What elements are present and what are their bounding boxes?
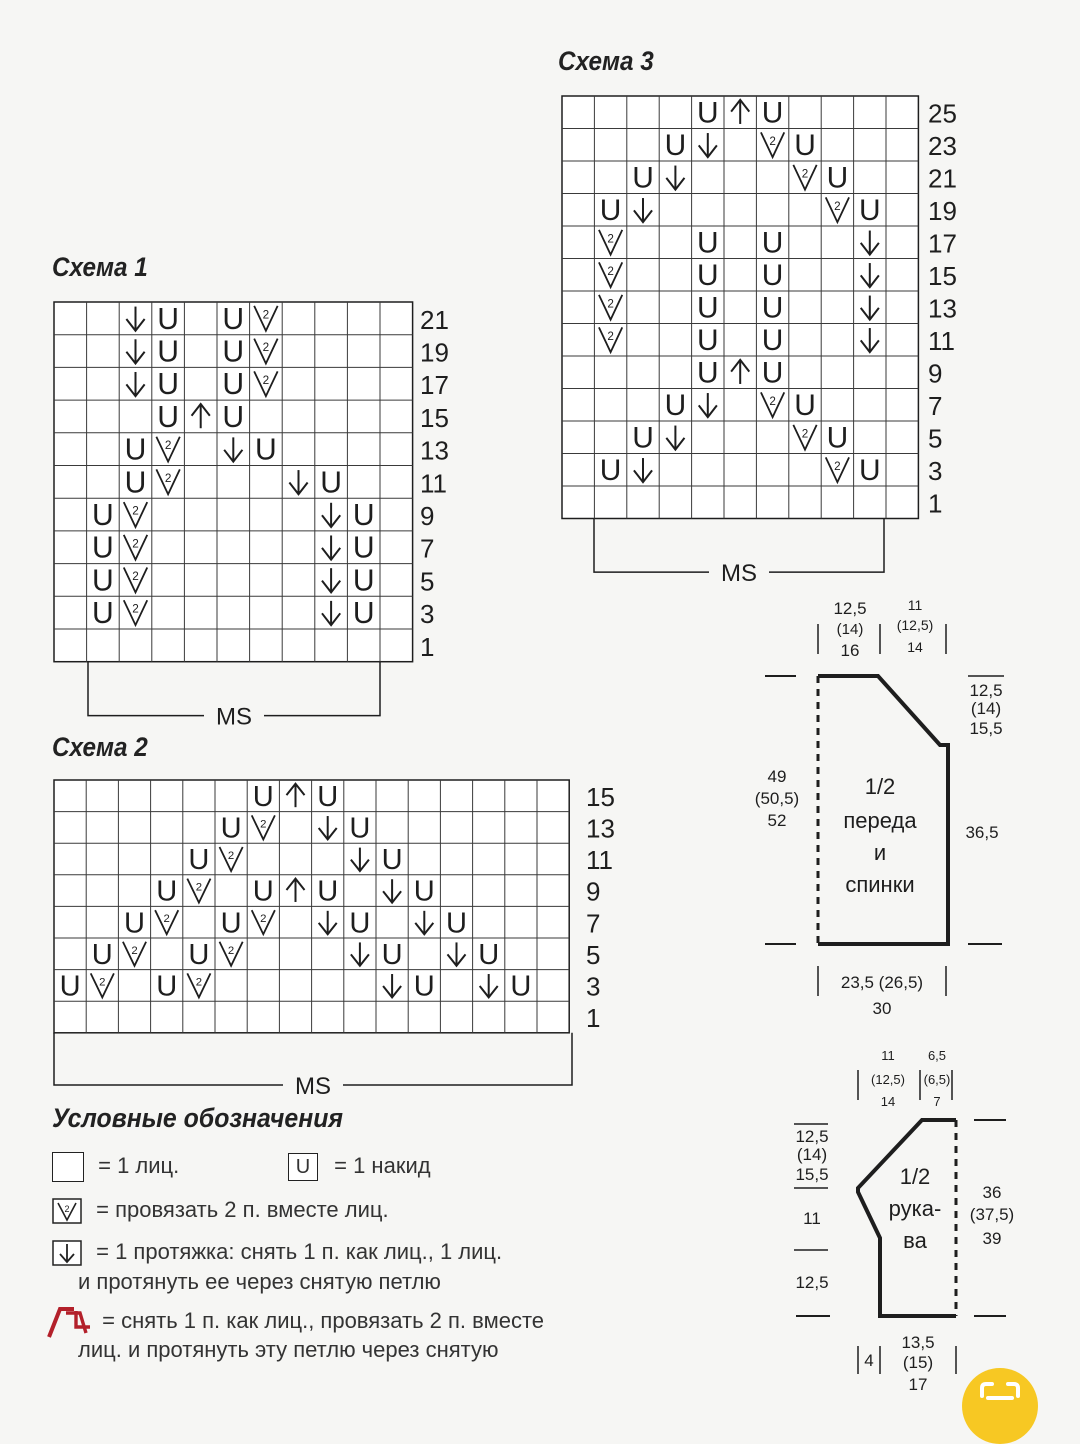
scheme1-cell-yo: U xyxy=(352,597,375,631)
scheme3-cell-yo: U xyxy=(761,356,784,390)
scheme2-cell-yo: U xyxy=(381,938,403,971)
scheme3-row-label: 3 xyxy=(928,456,943,487)
scheme1-row-label: 9 xyxy=(420,501,435,532)
scheme2-ms-label: MS xyxy=(295,1072,331,1100)
scheme3-cell-yo: U xyxy=(761,226,784,260)
sleeve-left-c: 15,5 xyxy=(795,1165,829,1184)
scheme1-cell-yo: U xyxy=(92,564,114,598)
sleeve-bottom-b: 13,5 xyxy=(901,1333,935,1352)
scheme3-cell-yo: U xyxy=(761,96,784,130)
scheme1-cell-yo: U xyxy=(124,466,147,500)
scheme3-row-label: 11 xyxy=(928,326,955,357)
sleeve-schematic xyxy=(794,1048,1014,1394)
sleeve-top-w1a: 11 xyxy=(881,1048,895,1063)
scheme1-row-label: 3 xyxy=(420,599,435,630)
scheme3-row-label: 25 xyxy=(928,98,957,129)
svg-text:2: 2 xyxy=(262,341,270,355)
body-label-1: 1/2 xyxy=(864,774,896,799)
sleeve-left-a: 12,5 xyxy=(795,1127,829,1146)
body-height-right: 36,5 xyxy=(965,823,999,842)
scheme2-cell-yo: U xyxy=(91,938,113,971)
scheme3-cell-yo: U xyxy=(826,161,849,195)
body-top-w2b: (12,5) xyxy=(896,617,934,633)
scheme3-cell-yo: U xyxy=(599,194,622,228)
scheme3-cell-yo: U xyxy=(826,421,849,455)
sleeve-top-w2b: (6,5) xyxy=(923,1072,951,1087)
body-top-w2c: 14 xyxy=(907,639,923,655)
svg-text:2: 2 xyxy=(227,944,235,957)
scheme1-cell-yo: U xyxy=(222,400,245,434)
svg-text:2: 2 xyxy=(64,1204,70,1215)
scheme1-cell-yo: U xyxy=(222,335,245,369)
scheme2-cell-yo: U xyxy=(317,780,339,813)
sleeve-top-w1c: 14 xyxy=(880,1094,896,1109)
svg-text:2: 2 xyxy=(834,459,841,473)
scheme3-row-label: 7 xyxy=(928,391,943,422)
scheme2-row-label: 7 xyxy=(586,908,601,939)
scan-button[interactable] xyxy=(962,1368,1038,1444)
sleeve-height-b: (37,5) xyxy=(969,1205,1015,1224)
svg-text:2: 2 xyxy=(195,881,203,894)
scheme2-cell-yo: U xyxy=(349,907,371,940)
svg-text:2: 2 xyxy=(607,264,614,278)
scheme2-row-label: 5 xyxy=(586,939,601,970)
scheme1-row-label: 11 xyxy=(420,468,447,499)
scheme3-cell-yo: U xyxy=(794,129,816,163)
scheme1-row-label: 19 xyxy=(420,337,449,368)
scheme3-cell-yo: U xyxy=(794,389,816,423)
scheme1-row-label: 17 xyxy=(420,370,449,401)
legend-knit-text: = 1 лиц. xyxy=(98,1153,180,1178)
sleeve-top-w2c: 7 xyxy=(933,1094,941,1109)
scheme3-row-label: 15 xyxy=(928,261,957,292)
body-label-2: переда xyxy=(843,808,917,833)
scheme1-row-label: 13 xyxy=(420,435,449,466)
scheme1-row-label: 7 xyxy=(420,533,435,564)
scheme3-row-label: 23 xyxy=(928,131,957,162)
scheme3-cell-yo: U xyxy=(761,259,784,293)
sleeve-top-w1b: (12,5) xyxy=(871,1072,905,1087)
sleeve-bottom-d: 17 xyxy=(908,1375,928,1394)
svg-text:2: 2 xyxy=(164,471,172,485)
scheme1-grid xyxy=(54,302,449,731)
scheme2-cell-yo: U xyxy=(413,875,435,908)
scheme3-title: Схема 3 xyxy=(558,46,654,76)
body-bottom-a: 23,5 (26,5) xyxy=(840,973,924,992)
scheme1-cell-yo: U xyxy=(157,400,179,434)
svg-text:2: 2 xyxy=(607,297,614,311)
svg-text:2: 2 xyxy=(132,537,139,551)
scheme3-cell-yo: U xyxy=(761,324,784,358)
svg-text:2: 2 xyxy=(801,167,809,181)
sleeve-label-2: рука- xyxy=(888,1196,942,1221)
svg-text:2: 2 xyxy=(99,976,106,989)
scheme2-cell-yo: U xyxy=(478,938,500,971)
sleeve-height-a: 36 xyxy=(982,1183,1002,1202)
sleeve-left-e: 12,5 xyxy=(795,1273,829,1292)
legend-knit xyxy=(52,1152,179,1182)
scheme2-row-label: 13 xyxy=(586,813,615,844)
body-top-w1c: 16 xyxy=(840,641,860,660)
scheme3-row-label: 9 xyxy=(928,358,943,389)
scheme3-cell-yo: U xyxy=(599,454,622,488)
scheme1-row-label: 5 xyxy=(420,566,435,597)
scheme2-cell-yo: U xyxy=(188,844,210,877)
legend-double-decrease xyxy=(46,1305,544,1339)
svg-text:2: 2 xyxy=(132,569,139,583)
scheme2-cell-yo: U xyxy=(510,970,532,1003)
scheme2-cell-yo: U xyxy=(156,970,178,1003)
scheme1-row-label: 15 xyxy=(420,402,449,433)
scheme3-cell-yo: U xyxy=(664,129,687,163)
scheme1-ms-label: MS xyxy=(216,703,252,731)
svg-text:2: 2 xyxy=(132,602,139,616)
scheme2-cell-yo: U xyxy=(220,812,242,845)
scheme3-row-label: 21 xyxy=(928,163,957,194)
svg-text:2: 2 xyxy=(262,373,270,387)
legend-yo-text: = 1 накид xyxy=(334,1153,431,1178)
body-height-b: (50,5) xyxy=(754,789,800,808)
scheme2-cell-yo: U xyxy=(413,970,435,1003)
scheme3-cell-yo: U xyxy=(697,356,719,390)
scheme3-row-label: 17 xyxy=(928,228,957,259)
body-schematic xyxy=(755,597,1004,1018)
body-label-3: и xyxy=(873,840,887,865)
scheme1-cell-yo: U xyxy=(92,597,114,631)
legend-ssk xyxy=(52,1238,502,1266)
svg-text:2: 2 xyxy=(227,850,235,862)
scheme2-cell-yo: U xyxy=(381,844,403,877)
scheme3-cell-yo: U xyxy=(664,389,687,423)
scheme3-cell-yo: U xyxy=(859,194,881,228)
sleeve-top-w2a: 6,5 xyxy=(927,1048,947,1063)
body-height-c: 52 xyxy=(767,811,787,830)
legend-ssk-text1: = 1 протяжка: снять 1 п. как лиц., 1 лиц. xyxy=(96,1239,503,1264)
scheme2-cell-yo: U xyxy=(349,812,371,845)
scheme1-cell-yo: U xyxy=(157,368,179,402)
scheme2-row-label: 1 xyxy=(586,1003,601,1034)
body-label-4: спинки xyxy=(845,872,915,897)
sleeve-left-d: 11 xyxy=(803,1209,821,1228)
scheme3-cell-yo: U xyxy=(632,161,654,195)
legend-double-line2: лиц. и протянуть эту петлю через снятую xyxy=(78,1337,499,1362)
scheme3-cell-yo: U xyxy=(761,291,784,325)
scheme3-cell-yo: U xyxy=(632,421,654,455)
svg-text:2: 2 xyxy=(607,329,614,343)
svg-text:2: 2 xyxy=(164,439,172,453)
scheme2-row-label: 11 xyxy=(586,845,613,876)
body-neck-b: (14) xyxy=(970,699,1002,718)
scheme1-cell-yo: U xyxy=(352,499,375,533)
scheme2-row-label: 3 xyxy=(586,971,601,1002)
body-bottom-b: 30 xyxy=(872,999,892,1018)
sleeve-bottom-a: 4 xyxy=(864,1351,874,1370)
scheme1-cell-yo: U xyxy=(222,368,245,402)
scheme1-cell-yo: U xyxy=(222,302,245,336)
scheme2-cell-yo: U xyxy=(220,907,242,940)
scheme3-cell-yo: U xyxy=(697,226,719,260)
svg-text:2: 2 xyxy=(131,944,138,957)
scheme3-cell-yo: U xyxy=(697,96,719,130)
scheme3-row-label: 5 xyxy=(928,423,943,454)
svg-text:2: 2 xyxy=(132,504,139,518)
body-neck-c: 15,5 xyxy=(969,719,1003,738)
scheme3-ms-label: MS xyxy=(721,560,757,588)
scheme1-row-label: 21 xyxy=(420,304,449,335)
scheme3-row-label: 19 xyxy=(928,196,957,227)
knit-symbol xyxy=(52,1152,84,1182)
body-height-a: 49 xyxy=(767,767,787,786)
scheme1-cell-yo: U xyxy=(92,531,114,565)
body-top-w1a: 12,5 xyxy=(833,599,867,618)
svg-text:2: 2 xyxy=(769,134,776,148)
scheme3-cell-yo: U xyxy=(697,324,719,358)
scheme1-cell-yo: U xyxy=(157,335,179,369)
scheme2-row-label: 9 xyxy=(586,876,601,907)
scan-icon xyxy=(962,1368,1038,1408)
legend-double-text1: = снять 1 п. как лиц., провязать 2 п. вместе xyxy=(102,1307,545,1333)
scheme3-row-label: 1 xyxy=(928,488,943,519)
scheme1-cell-yo: U xyxy=(352,531,375,565)
yo-symbol: U xyxy=(288,1153,318,1181)
legend-title: Условные обозначения xyxy=(52,1103,344,1133)
legend-yo xyxy=(288,1152,431,1181)
scheme1-cell-yo: U xyxy=(352,564,375,598)
scheme2-cell-yo: U xyxy=(252,780,274,813)
scheme2-cell-yo: U xyxy=(188,938,210,971)
scheme3-row-label: 13 xyxy=(928,293,957,324)
scheme3-grid xyxy=(562,96,957,587)
ssk-arrow-icon xyxy=(52,1240,82,1266)
sleeve-left-b: (14) xyxy=(796,1145,828,1164)
svg-text:2: 2 xyxy=(607,232,614,246)
double-decrease-icon xyxy=(46,1305,96,1339)
legend-ssk-line2: и протянуть ее через снятую петлю xyxy=(78,1269,441,1294)
scheme2-cell-yo: U xyxy=(156,875,178,908)
legend-k2tog xyxy=(52,1196,389,1224)
svg-text:2: 2 xyxy=(801,427,809,441)
scheme1-cell-yo: U xyxy=(255,433,277,467)
scheme2-cell-yo: U xyxy=(252,875,274,908)
scheme3-cell-yo: U xyxy=(697,259,719,293)
scheme2-row-label: 15 xyxy=(586,781,615,812)
scheme2-cell-yo: U xyxy=(124,907,145,940)
body-top-w2a: 11 xyxy=(907,597,923,613)
svg-text:2: 2 xyxy=(769,394,776,408)
scheme1-cell-yo: U xyxy=(124,433,147,467)
svg-text:2: 2 xyxy=(260,818,267,831)
scheme2-cell-yo: U xyxy=(317,875,339,908)
scheme1-title: Схема 1 xyxy=(52,252,148,282)
svg-text:2: 2 xyxy=(260,913,267,926)
sleeve-label-3: ва xyxy=(903,1228,927,1253)
scheme1-cell-yo: U xyxy=(157,302,179,336)
svg-text:2: 2 xyxy=(834,199,841,213)
scheme2-title: Схема 2 xyxy=(52,732,148,762)
scheme1-cell-yo: U xyxy=(92,499,114,533)
svg-text:2: 2 xyxy=(195,976,203,989)
legend-k2tog-text: = провязать 2 п. вместе лиц. xyxy=(96,1197,389,1222)
scheme2-cell-yo: U xyxy=(59,970,81,1003)
k2tog-icon xyxy=(52,1198,82,1224)
sleeve-label-1: 1/2 xyxy=(899,1164,931,1189)
scheme1-cell-yo: U xyxy=(320,466,342,500)
svg-text:2: 2 xyxy=(262,308,270,322)
scheme3-cell-yo: U xyxy=(859,454,881,488)
svg-text:2: 2 xyxy=(163,913,170,926)
scheme1-row-label: 1 xyxy=(420,631,435,662)
body-neck-a: 12,5 xyxy=(969,681,1003,700)
scheme2-grid xyxy=(54,780,615,1100)
sleeve-bottom-c: (15) xyxy=(902,1353,934,1372)
sleeve-height-c: 39 xyxy=(982,1229,1002,1248)
body-top-w1b: (14) xyxy=(836,621,864,638)
scheme2-cell-yo: U xyxy=(446,907,467,940)
scheme3-cell-yo: U xyxy=(697,291,719,325)
